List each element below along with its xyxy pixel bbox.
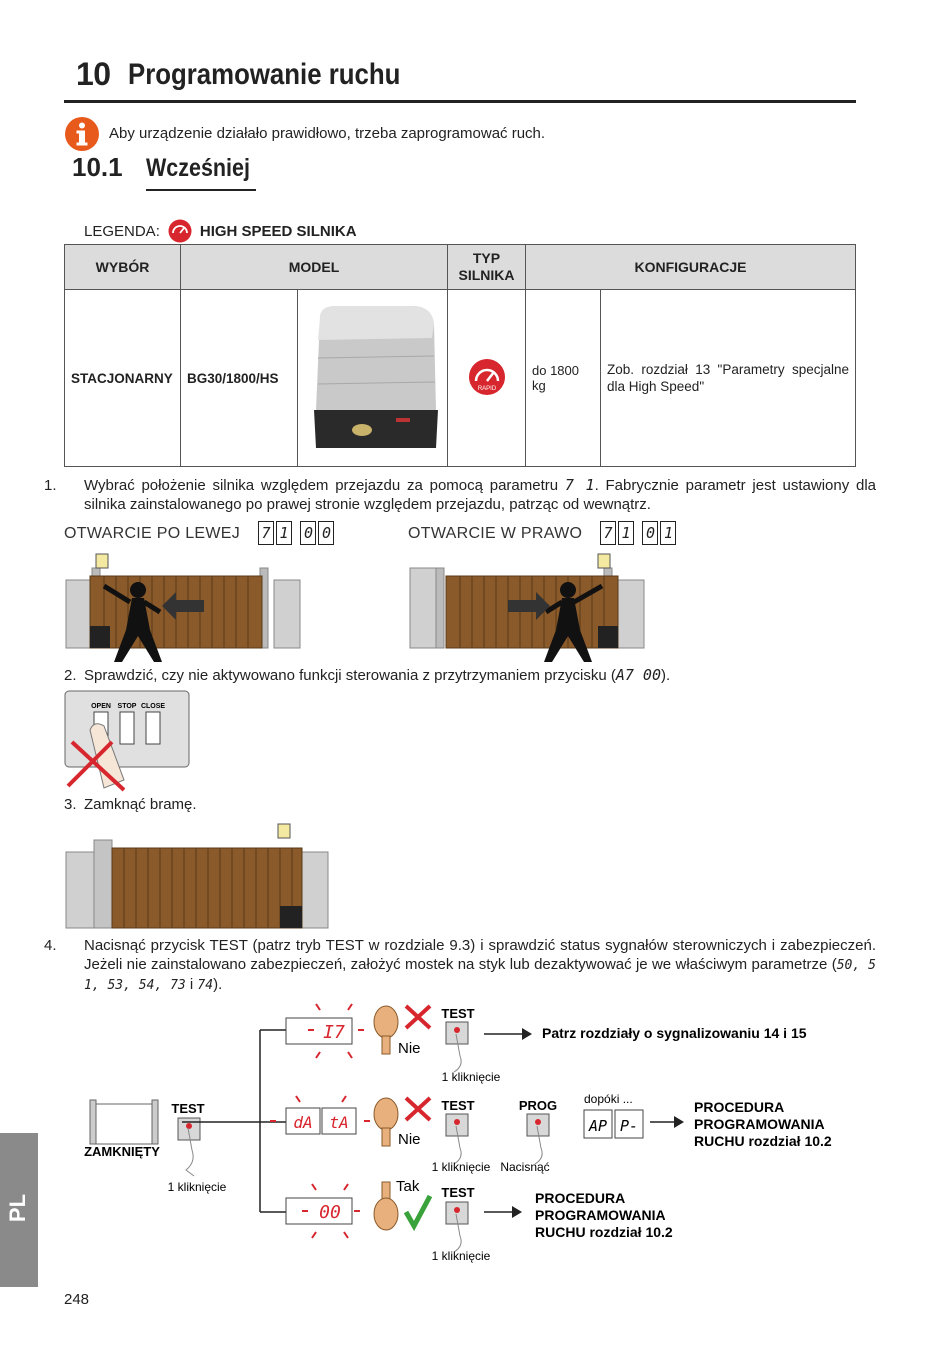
cross-icon — [406, 1098, 430, 1120]
step-1-param: 7 1 — [564, 476, 595, 494]
test-label: TEST — [441, 1185, 475, 1200]
thumb-down-icon — [374, 1006, 398, 1054]
cell-model: BG30/1800/HS — [181, 290, 298, 467]
display-data-b: tA — [329, 1113, 349, 1132]
close-label: CLOSE — [140, 703, 166, 710]
digit: 1 — [660, 521, 676, 545]
step-4: 4. Nacisnąć przycisk TEST (patrz tryb TEST w rozdziale 9.3) i sprawdzić status sygnałów sterowniczych i zabezpieczeń. Jeżeli nie zainstalowano zabezpieczeń, założyć mostek na styk lub dezaktywować je we właściwym parametrze (50, 5 1, 53, 54, 73 i 74). — [44, 937, 876, 993]
cell-motor-image — [298, 290, 448, 467]
heading-rule — [64, 100, 856, 103]
open-label: OPEN — [91, 703, 111, 710]
closed-label: ZAMKNIĘTY — [84, 1144, 160, 1159]
section-title: Wcześniej — [146, 154, 250, 182]
step-1-rest: . Fabrycznie parametr jest ustawiony dla silnika zainstalowanego po prawej stronie względem przejazdu, patrząc od wewnątrz. — [84, 477, 877, 513]
step-2-end: ). — [661, 667, 671, 684]
step-4-text: Nacisnąć przycisk TEST (patrz tryb TEST w rozdziale 9.3) i sprawdzić status sygnałów sterowniczych i zabezpieczeń. Jeżeli nie zainstalowano zabezpieczeń, założyć mostek na styk lub dezaktywować je we właściwym parametrze ( — [84, 937, 876, 973]
procedure-line-2: PROGRAMOWANIA — [694, 1116, 825, 1132]
left-opening-display — [258, 521, 334, 545]
step-4-last-param: 74 — [197, 978, 214, 993]
step-4-params: 50, 5 1, 53, 54, 73 — [84, 958, 876, 993]
procedure-line-1: PROCEDURA — [694, 1099, 785, 1115]
right-opening-display — [600, 521, 676, 545]
digit: 0 — [300, 521, 316, 545]
no-label: Nie — [398, 1131, 421, 1148]
display-data-a: dA — [293, 1113, 313, 1132]
procedure-line-3: RUCHU rozdział 10.2 — [535, 1224, 673, 1240]
header-config: KONFIGURACJE — [526, 245, 856, 290]
cell-motor-type — [448, 290, 526, 467]
test-label: TEST — [441, 1006, 475, 1021]
test-label: TEST — [171, 1101, 205, 1116]
cross-icon — [406, 1006, 430, 1028]
step-4-end: ). — [213, 976, 223, 993]
one-click-label: 1 kliknięcie — [167, 1180, 227, 1194]
step-2: 2. Sprawdzić, czy nie aktywowano funkcji sterowania z przytrzymaniem przycisku (A7 00). — [64, 666, 671, 684]
digit: 7 — [600, 521, 616, 545]
switch-box-illustration — [64, 690, 190, 792]
step-1-text: Wybrać położenie silnika względem przejazdu za pomocą parametru — [84, 477, 559, 494]
signaling-reference: Patrz rozdziały o sygnalizowaniu 14 i 15 — [542, 1025, 807, 1041]
cell-config: Zob. rozdział 13 "Parametry specjalne dla High Speed" — [601, 290, 856, 467]
thumb-down-icon — [374, 1098, 398, 1146]
prog-label: PROG — [518, 1098, 558, 1113]
page-number: 248 — [64, 1291, 90, 1308]
digit: 1 — [276, 521, 292, 545]
section-rule — [146, 189, 256, 191]
procedure-line-2: PROGRAMOWANIA — [535, 1207, 666, 1223]
test-label: TEST — [441, 1098, 475, 1113]
step-2-text: Sprawdzić, czy nie aktywowano funkcji sterowania z przytrzymaniem przycisku ( — [84, 667, 616, 684]
yes-label: Tak — [396, 1178, 420, 1195]
gate-left-opening-illustration — [64, 550, 304, 665]
stop-label: STOP — [117, 703, 137, 710]
rapid-speed-icon — [168, 219, 192, 243]
section-number: 10.1 — [72, 152, 123, 182]
spec-table — [64, 244, 856, 467]
header-motor-type: TYP SILNIKA — [448, 245, 526, 290]
display-error: I7 — [323, 1022, 345, 1043]
step-3: 3. Zamknąć bramę. — [64, 796, 197, 813]
right-opening-label: OTWARCIE W PRAWO — [408, 525, 583, 542]
gate-right-opening-illustration — [408, 550, 648, 665]
display-ap: AP — [588, 1117, 608, 1135]
rapid-badge-text: RAPID — [477, 385, 496, 392]
procedure-line-3: RUCHU rozdział 10.2 — [694, 1133, 832, 1149]
digit: 1 — [618, 521, 634, 545]
left-opening-label: OTWARCIE PO LEWEJ — [64, 525, 241, 542]
one-click-label: 1 kliknięcie — [441, 1070, 501, 1084]
check-icon — [406, 1196, 430, 1226]
legend — [84, 219, 357, 243]
digit: 0 — [642, 521, 658, 545]
one-click-label: 1 kliknięcie — [431, 1249, 491, 1263]
test-flow-diagram — [64, 1000, 864, 1270]
one-click-label: 1 kliknięcie — [431, 1160, 491, 1174]
digit: 7 — [258, 521, 274, 545]
info-text: Aby urządzenie działało prawidłowo, trzeba zaprogramować ruch. — [109, 125, 546, 142]
display-ok: 00 — [319, 1202, 341, 1223]
press-label: Nacisnąć — [500, 1160, 550, 1174]
step-3-text: Zamknąć bramę. — [84, 796, 197, 813]
chapter-title: Programowanie ruchu — [128, 58, 401, 91]
no-label: Nie — [398, 1040, 421, 1057]
chapter-number: 10 — [76, 56, 111, 92]
header-choice: WYBÓR — [65, 245, 181, 290]
header-model: MODEL — [181, 245, 448, 290]
thumb-up-icon — [374, 1182, 398, 1230]
cell-choice: STACJONARNY — [65, 290, 181, 467]
cell-weight: do 1800 kg — [526, 290, 601, 467]
step-1: 1. Wybrać położenie silnika względem przejazdu za pomocą parametru 7 1. Fabrycznie parametr jest ustawiony dla silnika zainstalowanego po prawej stronie względem przejazdu, patrząc od wewnątrz. — [44, 476, 877, 513]
gate-closed-illustration — [64, 820, 330, 930]
legend-label: LEGENDA: — [84, 222, 160, 240]
motor-image — [306, 298, 440, 456]
language-tab-label: PL — [5, 1193, 31, 1223]
rapid-speed-icon — [467, 357, 507, 397]
until-label: dopóki ... — [584, 1092, 633, 1106]
procedure-line-1: PROCEDURA — [535, 1190, 626, 1206]
legend-text: HIGH SPEED SILNIKA — [199, 222, 357, 240]
step-4-and: i — [185, 976, 198, 993]
step-2-param: A7 00 — [615, 666, 661, 684]
display-p: P- — [619, 1117, 639, 1135]
digit: 0 — [318, 521, 334, 545]
info-icon — [64, 116, 100, 152]
